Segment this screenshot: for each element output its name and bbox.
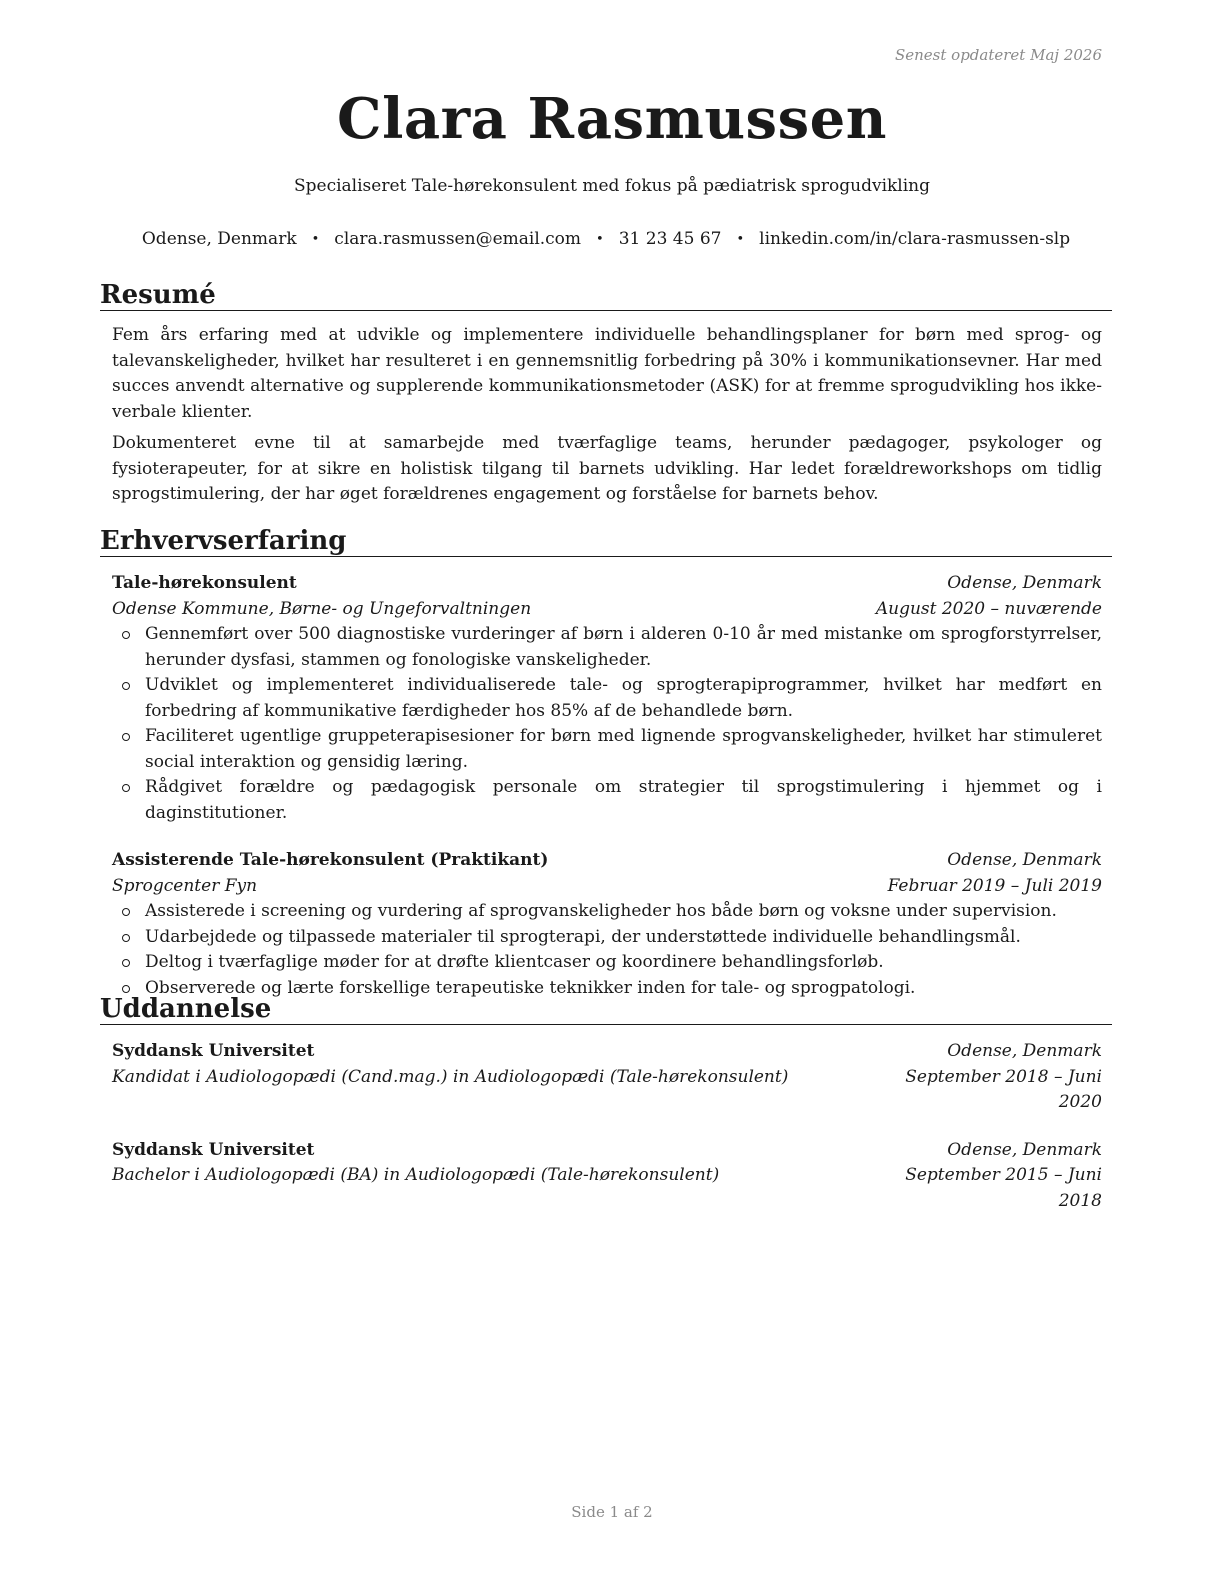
job-entry [112, 571, 1102, 826]
circle-bullet-icon [122, 733, 130, 741]
experience-section [100, 526, 1112, 1001]
school-name: Syddansk Universitet [112, 1139, 315, 1160]
education-entry [112, 1039, 1102, 1116]
school-location: Odense, Denmark [947, 1041, 1102, 1061]
list-item: Faciliteret ugentlige gruppeterapisesioner for børn med lignende sprogvanskeligheder, hvilket har stimuleret social interaktion og gensidig læring. [112, 724, 1102, 775]
list-item: Gennemført over 500 diagnostiske vurderinger af børn i alderen 0-10 år med mistanke om sprogforstyrrelser, herunder dysfasi, stammen og fonologiske vanskeligheder. [112, 622, 1102, 673]
contact-linkedin[interactable]: linkedin.com/in/clara-rasmussen-slp [759, 229, 1071, 249]
job-role: Tale-hørekonsulent [112, 573, 297, 593]
circle-bullet-icon [122, 784, 130, 792]
circle-bullet-icon [122, 985, 130, 993]
bullet-separator: • [736, 231, 745, 247]
circle-bullet-icon [122, 682, 130, 690]
circle-bullet-icon [122, 959, 130, 967]
list-item: Rådgivet forældre og pædagogisk personale om strategier til sprogstimulering i hjemmet og i daginstitutioner. [112, 775, 1102, 826]
list-item: Assisterede i screening og vurdering af sprogvanskeligheder hos både børn og voksne under supervision. [112, 899, 1102, 925]
section-title-education: Uddannelse [100, 994, 1112, 1025]
bullet-separator: • [596, 231, 604, 247]
circle-bullet-icon [122, 934, 130, 942]
job-dates: Februar 2019 – Juli 2019 [887, 875, 1102, 896]
contact-location: Odense, Denmark [141, 229, 297, 249]
job-dates: August 2020 – nuværende [875, 598, 1102, 619]
degree: Kandidat i Audiologopædi (Cand.mag.) in Audiologopædi (Tale-hørekonsulent) [112, 1066, 789, 1087]
bullet-separator: • [311, 231, 320, 247]
contact-line [100, 229, 1112, 249]
last-updated: Senest opdateret Maj 2026 [894, 46, 1102, 64]
school-location: Odense, Denmark [947, 1139, 1102, 1160]
list-item: Observerede og lærte forskellige terapeutiske teknikker inden for tale- og sprogpatologi. [112, 976, 1102, 1002]
contact-phone: 31 23 45 67 [618, 229, 722, 249]
job-organization: Sprogcenter Fyn [112, 875, 258, 896]
list-item: Udviklet og implementeret individualiserede tale- og sprogterapiprogrammer, hvilket har medført en forbedring af kommunikative færdigheder hos 85% af de behandlede børn. [112, 673, 1102, 724]
job-bullets [112, 622, 1102, 826]
job-organization: Odense Kommune, Børne- og Ungeforvaltningen [112, 598, 532, 619]
degree: Bachelor i Audiologopædi (BA) in Audiologopædi (Tale-hørekonsulent) [112, 1165, 720, 1185]
page-number: Side 1 af 2 [571, 1503, 653, 1521]
circle-bullet-icon [122, 631, 130, 639]
section-title-experience: Erhvervserfaring [100, 526, 1112, 557]
job-bullets [112, 899, 1102, 1001]
job-entry [112, 848, 1102, 1001]
section-title-summary: Resumé [100, 280, 1112, 311]
list-item: Deltog i tværfaglige møder for at drøfte klientcaser og koordinere behandlingsforløb. [112, 950, 1102, 976]
list-item: Udarbejdede og tilpassede materialer til sprogterapi, der understøttede individuelle behandlingsmål. [112, 925, 1102, 951]
summary-paragraph: Fem års erfaring med at udvikle og implementere individuelle behandlingsplaner for børn med sprog- og talevanskeligheder, hvilket har resulteret i en gennemsnitlig forbedring på 30% i kommunikationsevner. Har med succes anvendt alternative og supplerende kommunikationsmetoder (ASK) for at fremme sprogudvikling hos ikke-verbale klienter. [112, 325, 1102, 422]
job-location: Odense, Denmark [947, 573, 1102, 593]
candidate-name: Clara Rasmussen [337, 86, 887, 152]
education-entry [112, 1138, 1102, 1215]
education-dates: September 2018 – Juni 2020 [905, 1066, 1102, 1112]
job-role: Assisterende Tale-hørekonsulent (Praktikant) [112, 850, 549, 870]
education-dates: September 2015 – Juni 2018 [905, 1165, 1102, 1211]
circle-bullet-icon [122, 908, 130, 916]
education-section [100, 994, 1112, 1214]
summary-section [100, 280, 1112, 508]
summary-paragraph: Dokumenteret evne til at samarbejde med tværfaglige teams, herunder pædagoger, psykologer og fysioterapeuter, for at sikre en holistisk tilgang til barnets udvikling. Har ledet forældreworkshops om tidlig sprogstimulering, der har øget forældrenes engagement og forståelse for barnets behov. [112, 433, 1102, 504]
contact-email[interactable]: clara.rasmussen@email.com [334, 229, 582, 249]
tagline: Specialiseret Tale-hørekonsulent med fokus på pædiatrisk sprogudvikling [293, 176, 931, 196]
school-name: Syddansk Universitet [112, 1041, 315, 1061]
job-location: Odense, Denmark [947, 850, 1102, 870]
